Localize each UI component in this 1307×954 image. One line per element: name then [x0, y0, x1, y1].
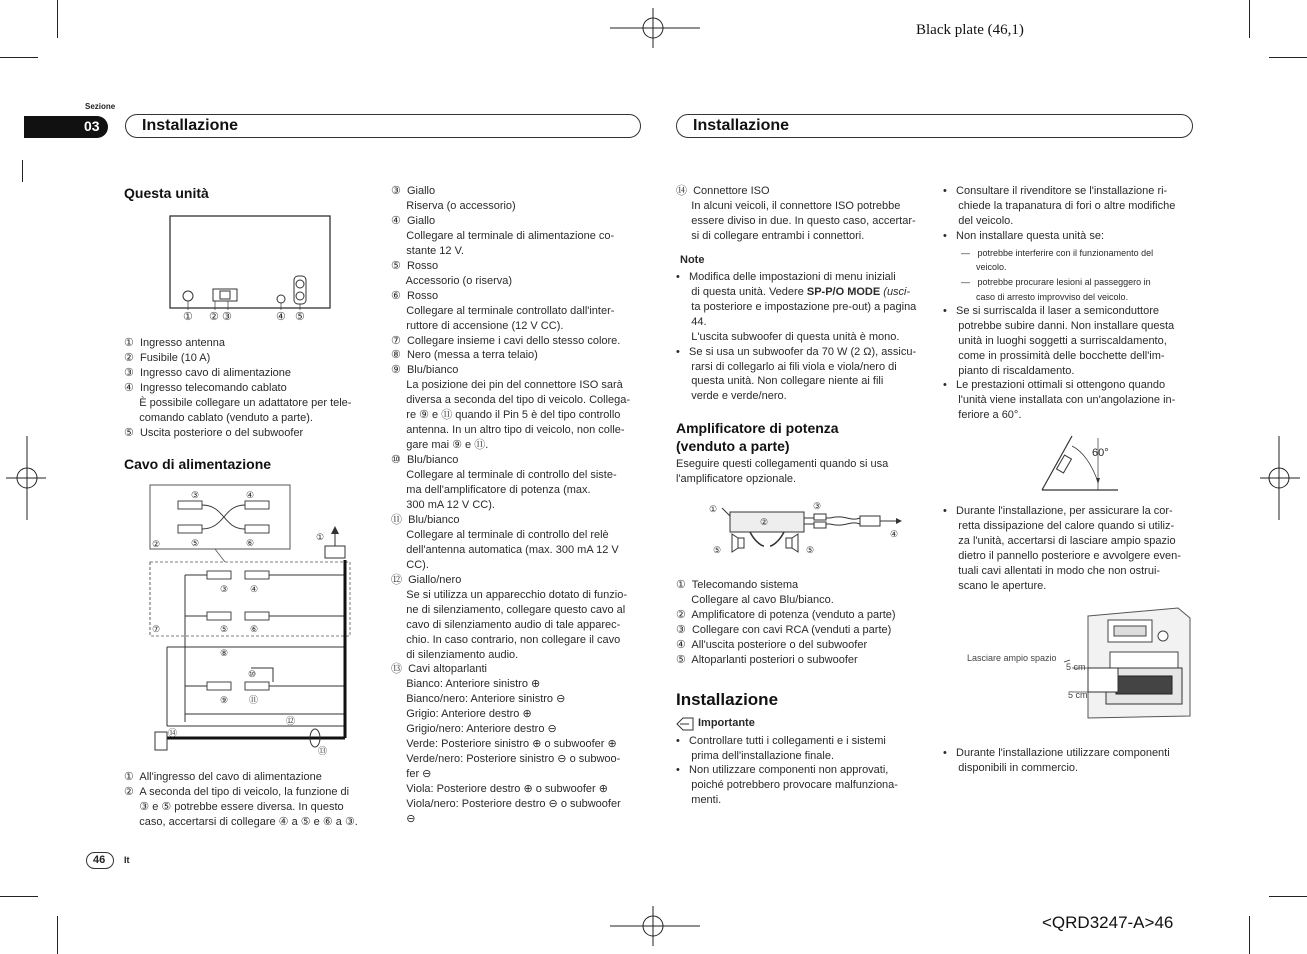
note-line: di questa unità. Vedere SP-P/O MODE (usci- — [676, 286, 911, 298]
crop-mark — [57, 916, 58, 954]
wire-description-line: ⑨ Blu/bianco — [391, 364, 459, 377]
iso-line: si di collegare entrambi i connettori. — [676, 230, 865, 242]
bullet-line: come in prossimità delle bocchette dell'im- — [943, 350, 1165, 362]
bullet-line: tuali cavi allentati in modo che non ostrui- — [943, 565, 1161, 577]
amp-label: ⑤ — [806, 545, 815, 555]
wire-description-line: Riserva (o accessorio) — [391, 199, 516, 212]
amp-title: (venduto a parte) — [676, 438, 790, 454]
unit-callout: ① — [183, 311, 193, 323]
note-ref-italic: (usci- — [880, 286, 911, 298]
registration-mark-left — [6, 436, 46, 520]
bullet-line: za l'unità, accertarsi di lasciare ampio spazio — [943, 535, 1176, 547]
bullet-line: • Non installare questa unità se: — [943, 230, 1104, 242]
cable-list-item: ② A seconda del tipo di veicolo, la funzione di — [124, 786, 350, 798]
bullet-line: pianto di riscaldamento. — [943, 365, 1075, 377]
unit-callout: ② — [209, 311, 219, 323]
amp-list-item: ④ All'uscita posteriore o del subwoofer — [676, 639, 868, 651]
bullet-line: unità in luoghi soggetti a surriscaldamento, — [943, 335, 1167, 347]
wire-description-line: ⑫ Giallo/nero — [391, 573, 462, 586]
wire-description-line: re ⑨ e ⑪ quando il Pin 5 è del tipo controllo — [391, 409, 621, 422]
amp-label: ⑤ — [713, 545, 722, 555]
diagram-label: ⑬ — [318, 746, 328, 756]
questa-unita-title: Questa unità — [124, 185, 209, 201]
bullet-line: feriore a 60°. — [943, 409, 1022, 421]
bullet-line: retta dissipazione del calore quando si utiliz- — [943, 520, 1175, 532]
note-line: rarsi di collegarlo ai fili viola e viola/nero di — [676, 361, 897, 373]
diagram-label: ⑫ — [286, 716, 296, 726]
dimension-label: 5 cm — [1066, 662, 1086, 672]
bullet-line: potrebbe subire danni. Non installare questa — [943, 320, 1175, 332]
diagram-label: ⑦ — [152, 624, 161, 634]
amplifier-diagram — [700, 498, 910, 568]
wire-description-line: ne di silenziamento, collegare questo cavo al — [391, 603, 626, 616]
wire-description-line: 300 mA 12 V CC). — [391, 498, 495, 511]
note-title: Note — [680, 254, 705, 266]
bullet-line: • Le prestazioni ottimali si ottengono quando — [943, 379, 1166, 391]
note-line: 44. — [676, 316, 707, 328]
bullet-line: del veicolo. — [943, 215, 1014, 227]
wire-description-line: ④ Giallo — [391, 214, 436, 227]
dimension-label: 5 cm — [1068, 690, 1088, 700]
bullet-line: dietro il pannello posteriore e avvolgere even- — [943, 550, 1181, 562]
amp-intro: l'amplificatore opzionale. — [676, 473, 797, 485]
wire-description-line: cavo di silenziamento audio di tale apparec- — [391, 618, 621, 631]
wire-description-line: Bianco/nero: Anteriore sinistro ⊖ — [391, 693, 566, 706]
cable-list-item: caso, accertarsi di collegare ④ a ⑤ e ⑥ a ③. — [124, 816, 358, 828]
note-line: L'uscita subwoofer di questa unità è mono. — [676, 331, 900, 343]
wire-description-line: Collegare al terminale di controllo del relè — [391, 528, 609, 541]
header-right: Installazione — [676, 114, 1193, 138]
angle-diagram — [1040, 432, 1120, 494]
section-number: 03 — [84, 118, 100, 134]
diagram-label: ⑤ — [191, 538, 200, 548]
wire-description-line: Accessorio (o riserva) — [391, 274, 513, 287]
unit-list-item: ① Ingresso antenna — [124, 337, 225, 349]
cable-list-item: ③ e ⑤ potrebbe essere diversa. In questo — [124, 801, 344, 813]
page-lang: It — [124, 855, 130, 865]
page-number: 46 — [93, 854, 106, 866]
amp-label: ③ — [813, 501, 822, 511]
iso-line: In alcuni veicoli, il connettore ISO potrebbe — [676, 200, 901, 212]
important-line: prima dell'installazione finale. — [676, 750, 835, 762]
unit-list-item: ③ Ingresso cavo di alimentazione — [124, 367, 292, 379]
bullet-line: l'unità viene installata con un'angolazione in- — [943, 394, 1176, 406]
unit-list-item: ⑤ Uscita posteriore o del subwoofer — [124, 427, 304, 439]
wire-description-line: ⑥ Rosso — [391, 289, 439, 302]
unit-list-item: ④ Ingresso telecomando cablato — [124, 382, 287, 394]
wire-description-line: Grigio/nero: Anteriore destro ⊖ — [391, 723, 557, 736]
diagram-label: ⑥ — [246, 538, 255, 548]
amp-label: ① — [709, 504, 718, 514]
wire-description-line: CC). — [391, 558, 429, 571]
note-line: questa unità. Non collegare niente ai fili — [676, 375, 884, 387]
note-line: verde e verde/nero. — [676, 390, 787, 402]
bullet-line: chiede la trapanatura di fori o altre modifiche — [943, 200, 1176, 212]
important-label: Importante — [698, 717, 755, 729]
iso-line: ⑭ Connettore ISO — [676, 185, 770, 197]
bullet-line: • Consultare il rivenditore se l'installazione ri- — [943, 185, 1168, 197]
iso-line: essere diviso in due. In questo caso, accertar- — [676, 215, 916, 227]
crop-mark — [1249, 916, 1250, 954]
wire-description-line: La posizione dei pin del connettore ISO sarà — [391, 379, 623, 392]
sub-bullet-line: — potrebbe procurare lesioni al passeggero in — [961, 277, 1151, 287]
diagram-label: ③ — [191, 490, 200, 500]
install-title: Installazione — [676, 690, 779, 709]
unit-list-item: È possibile collegare un adattatore per tele- — [124, 397, 352, 409]
unit-list-item: comando cablato (venduto a parte). — [124, 412, 313, 424]
wire-description-line: di silenziamento audio. — [391, 648, 519, 661]
sub-bullet-line: veicolo. — [961, 262, 1007, 272]
diagram-label: ⑪ — [249, 695, 259, 705]
wire-description-line: Bianco: Anteriore sinistro ⊕ — [391, 678, 541, 691]
unit-callout: ⑤ — [295, 311, 305, 323]
wire-description-line: ⑤ Rosso — [391, 259, 439, 272]
wire-description-line: ③ Giallo — [391, 185, 436, 197]
crop-mark — [1269, 896, 1307, 897]
unit-callout: ③ — [222, 311, 232, 323]
diagram-label: ④ — [246, 490, 255, 500]
crop-mark — [0, 896, 38, 897]
amp-list-item: ⑤ Altoparlanti posteriori o subwoofer — [676, 654, 858, 666]
registration-mark-top — [610, 8, 700, 48]
sub-bullet-line: — potrebbe interferire con il funzionamento del — [961, 248, 1154, 258]
wire-description-line: Collegare al terminale di controllo del siste- — [391, 469, 617, 482]
crop-mark — [1249, 0, 1250, 38]
amp-label: ② — [760, 517, 769, 527]
crop-mark — [1269, 57, 1307, 58]
angle-label: 60° — [1092, 447, 1109, 459]
registration-mark-bottom — [610, 906, 700, 946]
wire-description-line: ⑦ Collegare insieme i cavi dello stesso colore. — [391, 334, 621, 347]
important-line: menti. — [676, 794, 722, 806]
diagram-label: ② — [152, 539, 161, 549]
wire-description-line: ⑩ Blu/bianco — [391, 454, 459, 467]
cable-list-item: ① All'ingresso del cavo di alimentazione — [124, 771, 322, 783]
space-label: Lasciare ampio spazio — [967, 653, 1057, 663]
amp-label: ④ — [890, 529, 899, 539]
diagram-label: ⑨ — [220, 695, 229, 705]
wire-description-line: Se si utilizza un apparecchio dotato di funzio- — [391, 588, 628, 601]
diagram-label: ⑩ — [248, 669, 257, 679]
wire-description-line: stante 12 V. — [391, 244, 464, 257]
sub-bullet-line: caso di arresto improvviso del veicolo. — [961, 292, 1129, 302]
wire-description-line: Collegare al terminale controllato dall'inter- — [391, 304, 615, 317]
wire-description-line: dell'antenna automatica (max. 300 mA 12 V — [391, 543, 619, 556]
note-line: • Modifica delle impostazioni di menu iniziali — [676, 271, 896, 283]
wire-description-line: fer ⊖ — [391, 768, 432, 780]
note-line: ta posteriore e impostazione pre-out) a pagina — [676, 301, 917, 313]
unit-list-item: ② Fusibile (10 A) — [124, 352, 211, 364]
amp-intro: Eseguire questi collegamenti quando si usa — [676, 458, 889, 470]
amp-title: Amplificatore di potenza — [676, 420, 839, 436]
wire-description-line: gare mai ⑨ e ⑪. — [391, 439, 489, 452]
wire-description-line: Viola/nero: Posteriore destro ⊖ o subwoofer — [391, 797, 621, 810]
bullet-line: disponibili in commercio. — [943, 762, 1079, 774]
wire-description-line: Verde: Posteriore sinistro ⊕ o subwoofer ⊕ — [391, 738, 617, 751]
bullet-line: • Durante l'installazione utilizzare componenti — [943, 747, 1170, 759]
bullet-line: • Se si surriscalda il laser a semiconduttore — [943, 305, 1159, 317]
diagram-label: ⑧ — [220, 648, 229, 658]
amp-list-item: ③ Collegare con cavi RCA (venduti a parte) — [676, 624, 892, 636]
diagram-label: ① — [316, 532, 325, 542]
unit-rear-diagram — [168, 214, 334, 324]
registration-mark-right — [1260, 436, 1300, 520]
important-line: • Non utilizzare componenti non approvati, — [676, 764, 889, 776]
plate-label: Black plate (46,1) — [916, 22, 1024, 38]
important-icon — [676, 717, 694, 731]
wire-description-line: Verde/nero: Posteriore sinistro ⊖ o subwoo- — [391, 753, 621, 766]
bullet-line: scano le aperture. — [943, 580, 1047, 592]
wire-description-line: ⑬ Cavi altoparlanti — [391, 663, 487, 676]
important-line: • Controllare tutti i collegamenti e i sistemi — [676, 735, 886, 747]
amp-list-item: Collegare al cavo Blu/bianco. — [676, 594, 834, 606]
unit-callout: ④ — [276, 311, 286, 323]
diagram-label: ⑥ — [250, 624, 259, 634]
bullet-line: • Durante l'installazione, per assicurare la cor- — [943, 505, 1173, 517]
wire-description-line: ⊖ — [391, 812, 416, 825]
wire-description-line: ruttore di accensione (12 V CC). — [391, 319, 564, 332]
footer-code: <QRD3247-A>46 — [1042, 913, 1174, 932]
wire-description-line: ⑧ Nero (messa a terra telaio) — [391, 349, 538, 362]
section-label: Sezione — [85, 102, 116, 111]
crop-mark — [0, 57, 38, 58]
wire-description-line: diversa a seconda del tipo di veicolo. Collega- — [391, 394, 631, 407]
header-left: Installazione — [125, 114, 641, 138]
wire-description-line: ma dell'amplificatore di potenza (max. — [391, 484, 591, 496]
wire-description-line: antenna. In un altro tipo di veicolo, non colle- — [391, 424, 625, 437]
note-ref-bold: SP-P/O MODE — [806, 286, 881, 298]
diagram-label: ⑤ — [220, 624, 229, 634]
important-line: poiché potrebbero provocare malfunziona- — [676, 779, 898, 791]
crop-mark — [22, 160, 23, 182]
diagram-label: ④ — [250, 584, 259, 594]
wire-description-line: chio. In caso contrario, non collegare il cavo — [391, 633, 621, 646]
wire-description-line: Collegare al terminale di alimentazione co- — [391, 229, 615, 242]
diagram-label: ③ — [220, 584, 229, 594]
wire-description-line: ⑪ Blu/bianco — [391, 513, 460, 526]
wire-description-line: Grigio: Anteriore destro ⊕ — [391, 708, 532, 721]
amp-list-item: ② Amplificatore di potenza (venduto a parte) — [676, 609, 896, 621]
wire-description-line: Viola: Posteriore destro ⊕ o subwoofer ⊕ — [391, 783, 608, 795]
note-line: • Se si usa un subwoofer da 70 W (2 Ω), assicu- — [676, 346, 917, 358]
crop-mark — [57, 0, 58, 38]
cavo-alimentazione-title: Cavo di alimentazione — [124, 456, 272, 472]
amp-list-item: ① Telecomando sistema — [676, 579, 799, 591]
diagram-label: ⑭ — [168, 728, 178, 738]
